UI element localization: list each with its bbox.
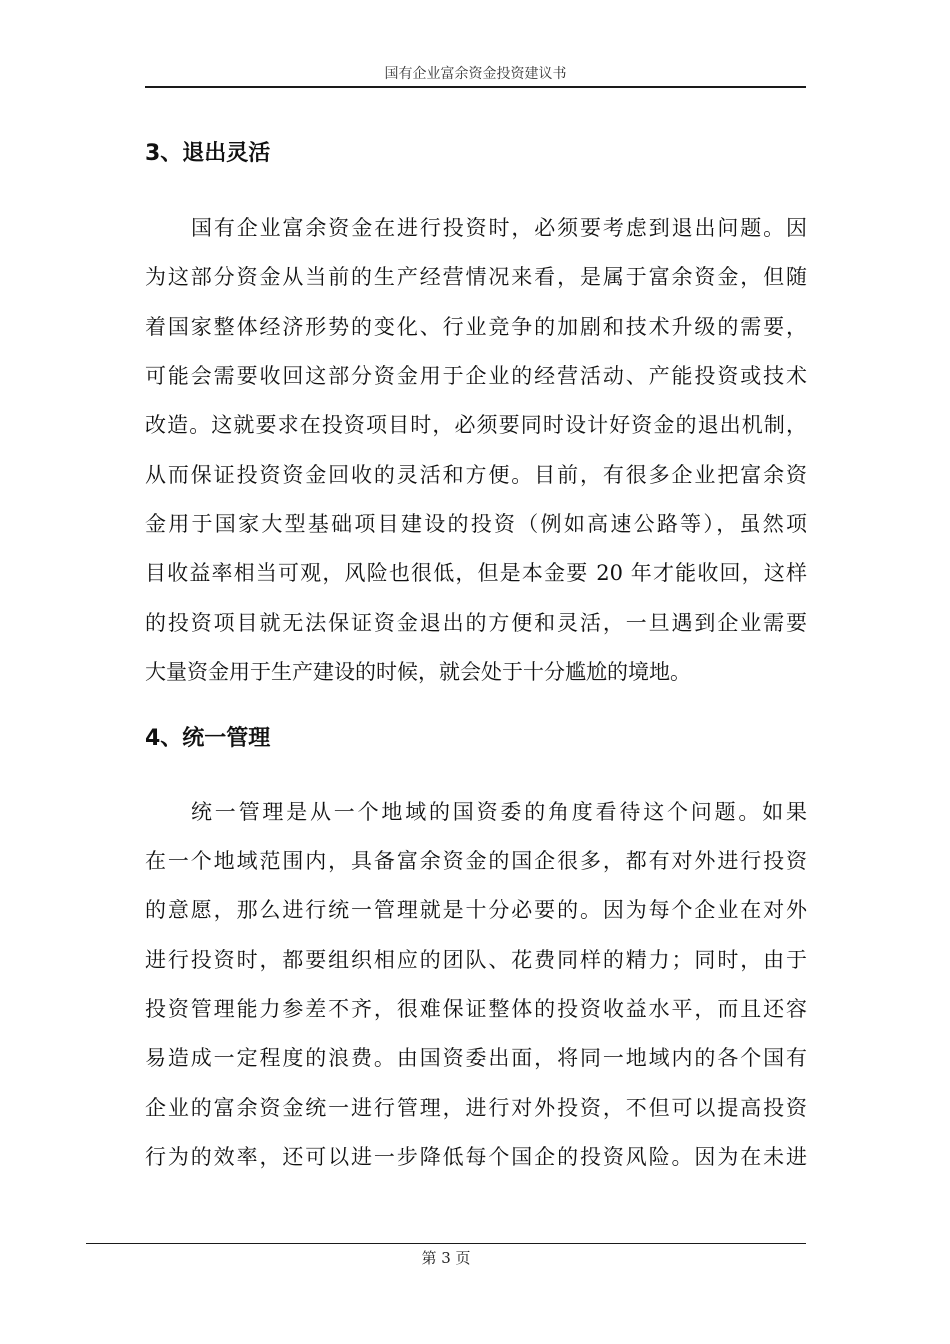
paragraph-line: 进行投资时，都要组织相应的团队、花费同样的精力；同时，由于 xyxy=(145,948,807,972)
page-number: 第 3 页 xyxy=(421,1249,471,1267)
paragraph-line: 着国家整体经济形势的变化、行业竞争的加剧和技术升级的需要， xyxy=(145,315,807,339)
running-header: 国有企业富余资金投资建议书 xyxy=(145,64,806,88)
paragraph-line: 的投资项目就无法保证资金退出的方便和灵活，一旦遇到企业需要 xyxy=(145,611,807,635)
paragraph-line: 目收益率相当可观，风险也很低，但是本金要 20 年才能收回，这样 xyxy=(145,561,807,585)
paragraph-line: 大量资金用于生产建设的时候，就会处于十分尴尬的境地。 xyxy=(145,660,691,684)
paragraph-line: 金用于国家大型基础项目建设的投资（例如高速公路等），虽然项 xyxy=(145,512,807,536)
section-heading: 4、统一管理 xyxy=(145,726,271,751)
footer-divider xyxy=(86,1243,806,1244)
paragraph-line: 易造成一定程度的浪费。由国资委出面，将同一地域内的各个国有 xyxy=(145,1046,807,1070)
paragraph-line: 统一管理是从一个地域的国资委的角度看待这个问题。如果 xyxy=(191,800,807,824)
paragraph-line: 投资管理能力参差不齐，很难保证整体的投资收益水平，而且还容 xyxy=(145,997,807,1021)
section-heading: 3、退出灵活 xyxy=(145,141,271,166)
paragraph-line: 可能会需要收回这部分资金用于企业的经营活动、产能投资或技术 xyxy=(145,364,807,388)
paragraph-line: 国有企业富余资金在进行投资时，必须要考虑到退出问题。因 xyxy=(191,216,807,240)
paragraph-line: 的意愿，那么进行统一管理就是十分必要的。因为每个企业在对外 xyxy=(145,898,807,922)
paragraph-line: 行为的效率，还可以进一步降低每个国企的投资风险。因为在未进 xyxy=(145,1145,807,1169)
paragraph-line: 改造。这就要求在投资项目时，必须要同时设计好资金的退出机制， xyxy=(145,413,807,437)
paragraph-line: 企业的富余资金统一进行管理，进行对外投资，不但可以提高投资 xyxy=(145,1096,807,1120)
paragraph-line: 从而保证投资资金回收的灵活和方便。目前，有很多企业把富余资 xyxy=(145,463,807,487)
paragraph-line: 在一个地域范围内，具备富余资金的国企很多，都有对外进行投资 xyxy=(145,849,807,873)
paragraph-line: 为这部分资金从当前的生产经营情况来看，是属于富余资金，但随 xyxy=(145,265,807,289)
